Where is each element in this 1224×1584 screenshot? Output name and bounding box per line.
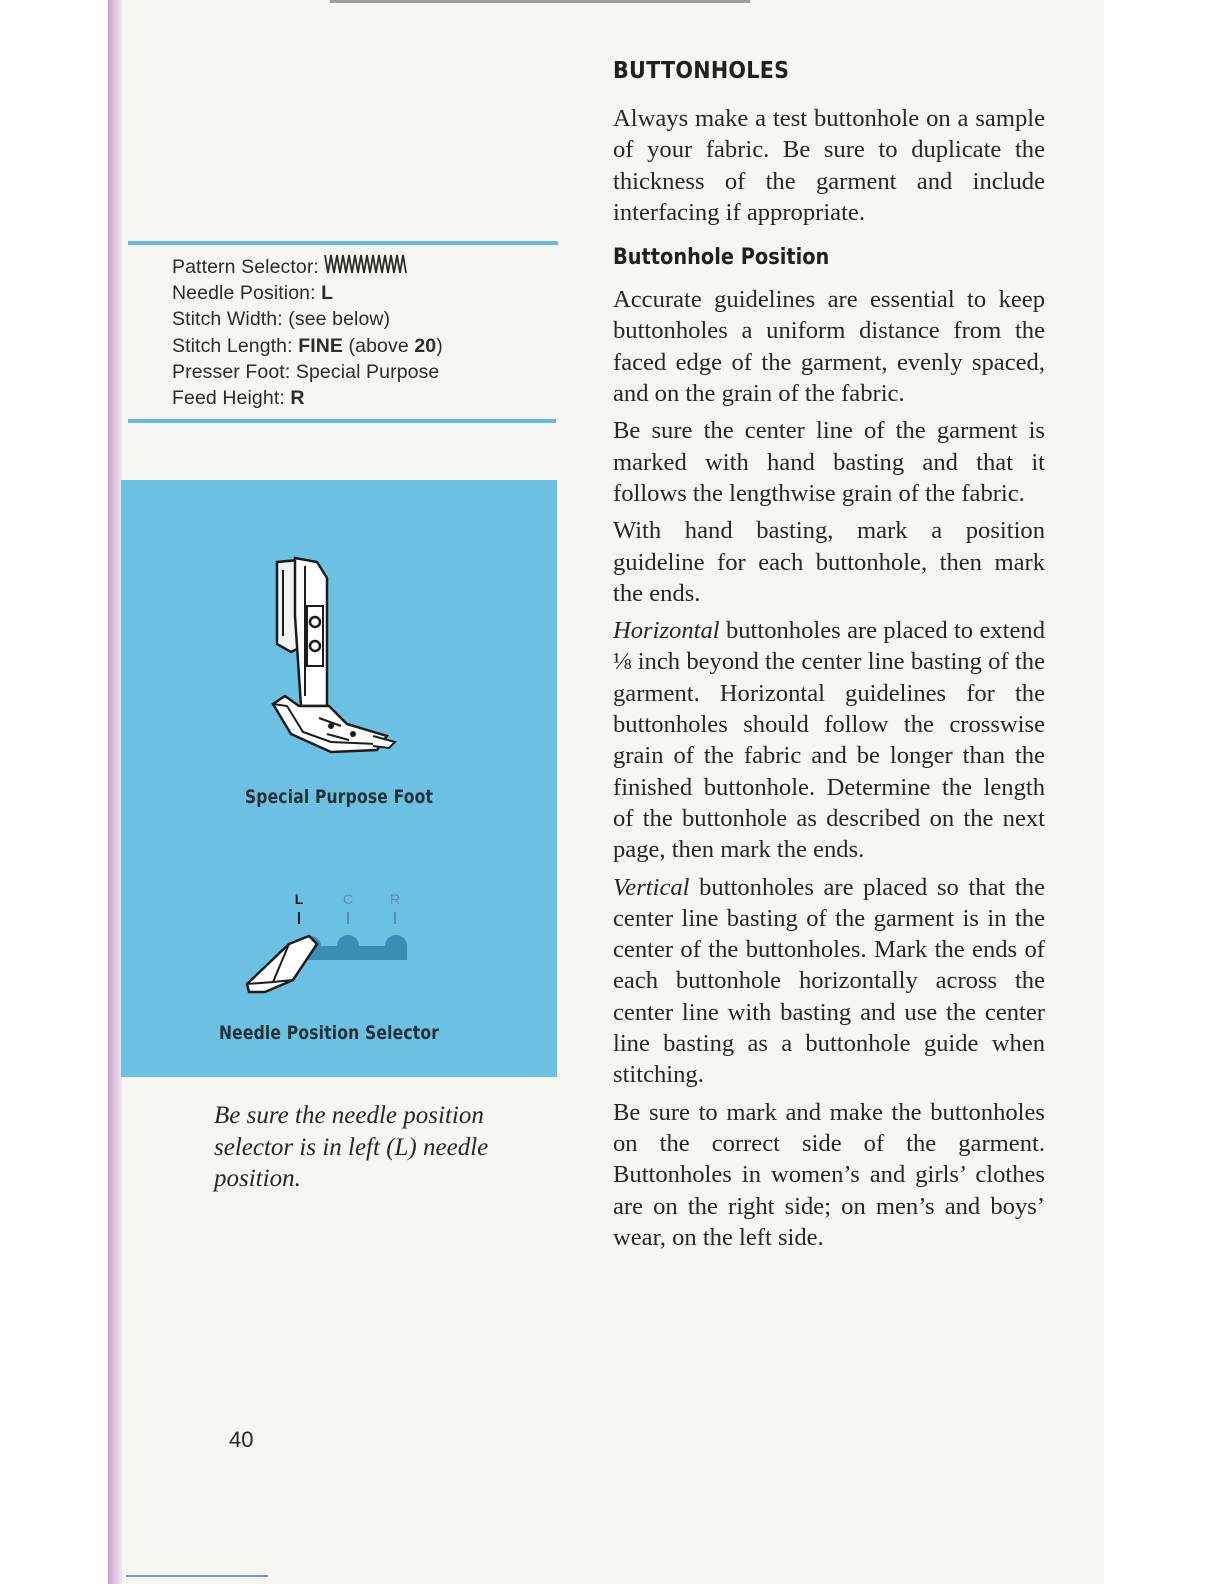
paragraph-correct-side: Be sure to mark and make the buttonholes on the correct side of the garment. Buttonholes in women’s and girls’ clothes are on the right side; on men’s and boys’ wear, on the left side. bbox=[613, 1098, 1045, 1251]
page-binding-edge bbox=[108, 0, 122, 1584]
foot-caption: Special Purpose Foot bbox=[244, 786, 434, 808]
paragraph-guidelines: Accurate guidelines are essential to keep buttonholes a uniform distance from the faced edge of the garment, evenly spaced, and on the grain of the fabric. bbox=[613, 286, 1045, 408]
machine-settings-box bbox=[128, 241, 558, 427]
main-text-column bbox=[613, 58, 1045, 1253]
needle-position-label: L bbox=[294, 891, 304, 907]
settings-top-rule bbox=[128, 241, 558, 245]
zigzag-pattern-icon bbox=[324, 253, 408, 275]
illustration-panel bbox=[121, 480, 557, 1077]
needle-caption: Needle Position Selector bbox=[218, 1022, 440, 1044]
paragraph-horizontal: Horizontal buttonholes are placed to extend ⅛ inch beyond the center line basting of the garment. Horizontal guidelines for the buttonholes should follow the crosswise grain of the fabric and be longer than the finished buttonhole. Determine the length of the buttonhole as described on the next page, then mark the ends. bbox=[613, 617, 1045, 864]
needle-position-label: R bbox=[389, 891, 401, 907]
special-purpose-foot-illustration bbox=[269, 556, 409, 756]
setting-presser-foot: Presser Foot: Special Purpose bbox=[172, 360, 440, 383]
setting-stitch-length: Stitch Length: FINE (above 20) bbox=[172, 334, 443, 357]
section-heading: Buttonhole Position bbox=[613, 245, 830, 271]
paragraph-center-line: Be sure the center line of the garment is marked with hand basting and that it follows the lengthwise grain of the fabric. bbox=[613, 417, 1045, 507]
settings-list bbox=[172, 253, 443, 411]
setting-needle-position: Needle Position: L bbox=[172, 282, 334, 305]
page-number: 40 bbox=[229, 1427, 254, 1452]
settings-bottom-rule bbox=[128, 419, 556, 423]
setting-stitch-width: Stitch Width: (see below) bbox=[172, 308, 391, 331]
needle-position-label: C bbox=[342, 891, 354, 907]
page-title: BUTTONHOLES bbox=[613, 58, 790, 84]
bottom-edge-line bbox=[126, 1575, 268, 1577]
needle-position-note: Be sure the needle position selector is in left (L) needle position. bbox=[214, 1102, 489, 1192]
paragraph-hand-basting: With hand basting, mark a position guideline for each buttonhole, then mark the ends. bbox=[613, 517, 1045, 607]
top-edge-rule bbox=[330, 0, 750, 3]
setting-feed-height: Feed Height: R bbox=[172, 387, 305, 410]
intro-paragraph: Always make a test buttonhole on a sample of your fabric. Be sure to duplicate the thickness of the garment and include interfacing if appropriate. bbox=[613, 105, 1045, 226]
needle-position-selector-illustration bbox=[241, 884, 411, 1004]
paragraph-vertical: Vertical buttonholes are placed so that the center line basting of the garment is in the center of the buttonholes. Mark the ends of each buttonhole horizontally across the center line with basting and use the center line basting as a buttonhole guide when stitching. bbox=[613, 873, 1045, 1089]
setting-pattern-selector: Pattern Selector: bbox=[172, 253, 443, 280]
